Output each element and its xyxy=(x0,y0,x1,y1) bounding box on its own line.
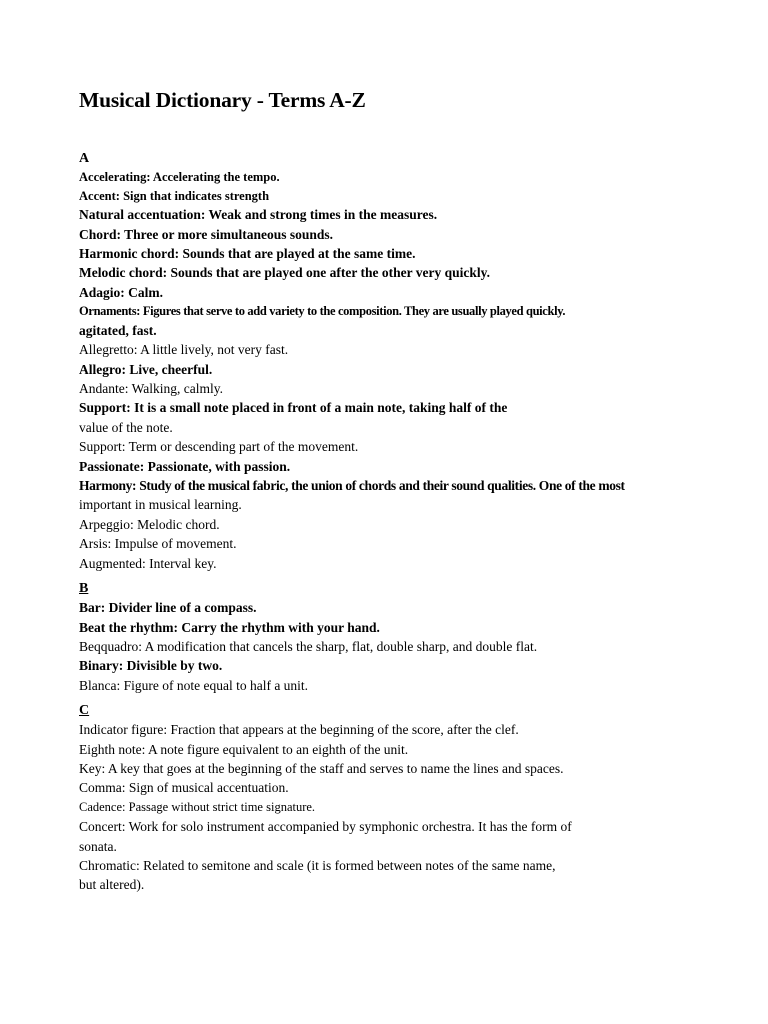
entry-line: Key: A key that goes at the beginning of the staff and serves to name the lines and spaces. xyxy=(79,760,564,776)
entry-line: Ornaments: Figures that serve to add variety to the composition. They are usually played quickly. xyxy=(79,304,566,319)
entry-line: but altered). xyxy=(79,877,145,893)
dictionary-body xyxy=(79,149,719,901)
section-letter-b: B xyxy=(79,581,89,597)
entry-line: Binary: Divisible by two. xyxy=(79,658,223,674)
entry-line: sonata. xyxy=(79,838,117,854)
entry-line: Bar: Divider line of a compass. xyxy=(79,600,257,616)
entry-line: Chromatic: Related to semitone and scale (it is formed between notes of the same name, xyxy=(79,857,556,873)
entry-line: Arsis: Impulse of movement. xyxy=(79,536,237,552)
entry-line: Allegretto: A little lively, not very fast. xyxy=(79,342,289,358)
entry-line: Harmonic chord: Sounds that are played at the same time. xyxy=(79,246,416,261)
entry-line: Comma: Sign of musical accentuation. xyxy=(79,780,289,796)
entry-line: value of the note. xyxy=(79,419,173,435)
entry-line: Andante: Walking, calmly. xyxy=(79,381,224,397)
section-letter-c: C xyxy=(79,703,90,719)
section-c xyxy=(79,701,719,895)
entry-line: Accent: Sign that indicates strength xyxy=(79,188,270,203)
entry-line: agitated, fast. xyxy=(79,322,157,338)
entry-line: Blanca: Figure of note equal to half a unit. xyxy=(79,677,309,693)
entry-line: Chord: Three or more simultaneous sounds. xyxy=(79,226,334,242)
section-b xyxy=(79,579,719,695)
section-a xyxy=(79,149,719,573)
entry-line: Beat the rhythm: Carry the rhythm with your hand. xyxy=(79,619,380,635)
entry-line: Augmented: Interval key. xyxy=(79,555,217,571)
entry-line: Allegro: Live, cheerful. xyxy=(79,361,213,377)
entry-line: Indicator figure: Fraction that appears at the beginning of the score, after the clef. xyxy=(79,722,519,738)
entry-line: Melodic chord: Sounds that are played one after the other very quickly. xyxy=(79,265,490,281)
entry-line: Passionate: Passionate, with passion. xyxy=(79,458,291,474)
entry-line: Accelerating: Accelerating the tempo. xyxy=(79,170,280,184)
entry-line: Adagio: Calm. xyxy=(79,284,163,300)
entry-line: Harmony: Study of the musical fabric, the union of chords and their sound qualities. One of the most xyxy=(79,478,625,494)
section-letter-a: A xyxy=(79,151,90,166)
entry-line: Eighth note: A note figure equivalent to an eighth of the unit. xyxy=(79,741,409,757)
entry-line: Arpeggio: Melodic chord. xyxy=(79,516,220,532)
entry-line: important in musical learning. xyxy=(79,497,242,513)
entry-line: Beqquadro: A modification that cancels the sharp, flat, double sharp, and double flat. xyxy=(79,638,538,654)
entry-line: Support: Term or descending part of the movement. xyxy=(79,439,359,455)
page-title: Musical Dictionary - Terms A-Z xyxy=(79,88,366,112)
entry-line: Cadence: Passage without strict time signature. xyxy=(79,799,316,814)
entry-line: Concert: Work for solo instrument accompanied by symphonic orchestra. It has the form of xyxy=(79,819,572,835)
entry-line: Natural accentuation: Weak and strong times in the measures. xyxy=(79,207,438,223)
entry-line: Support: It is a small note placed in front of a main note, taking half of the xyxy=(79,400,508,416)
